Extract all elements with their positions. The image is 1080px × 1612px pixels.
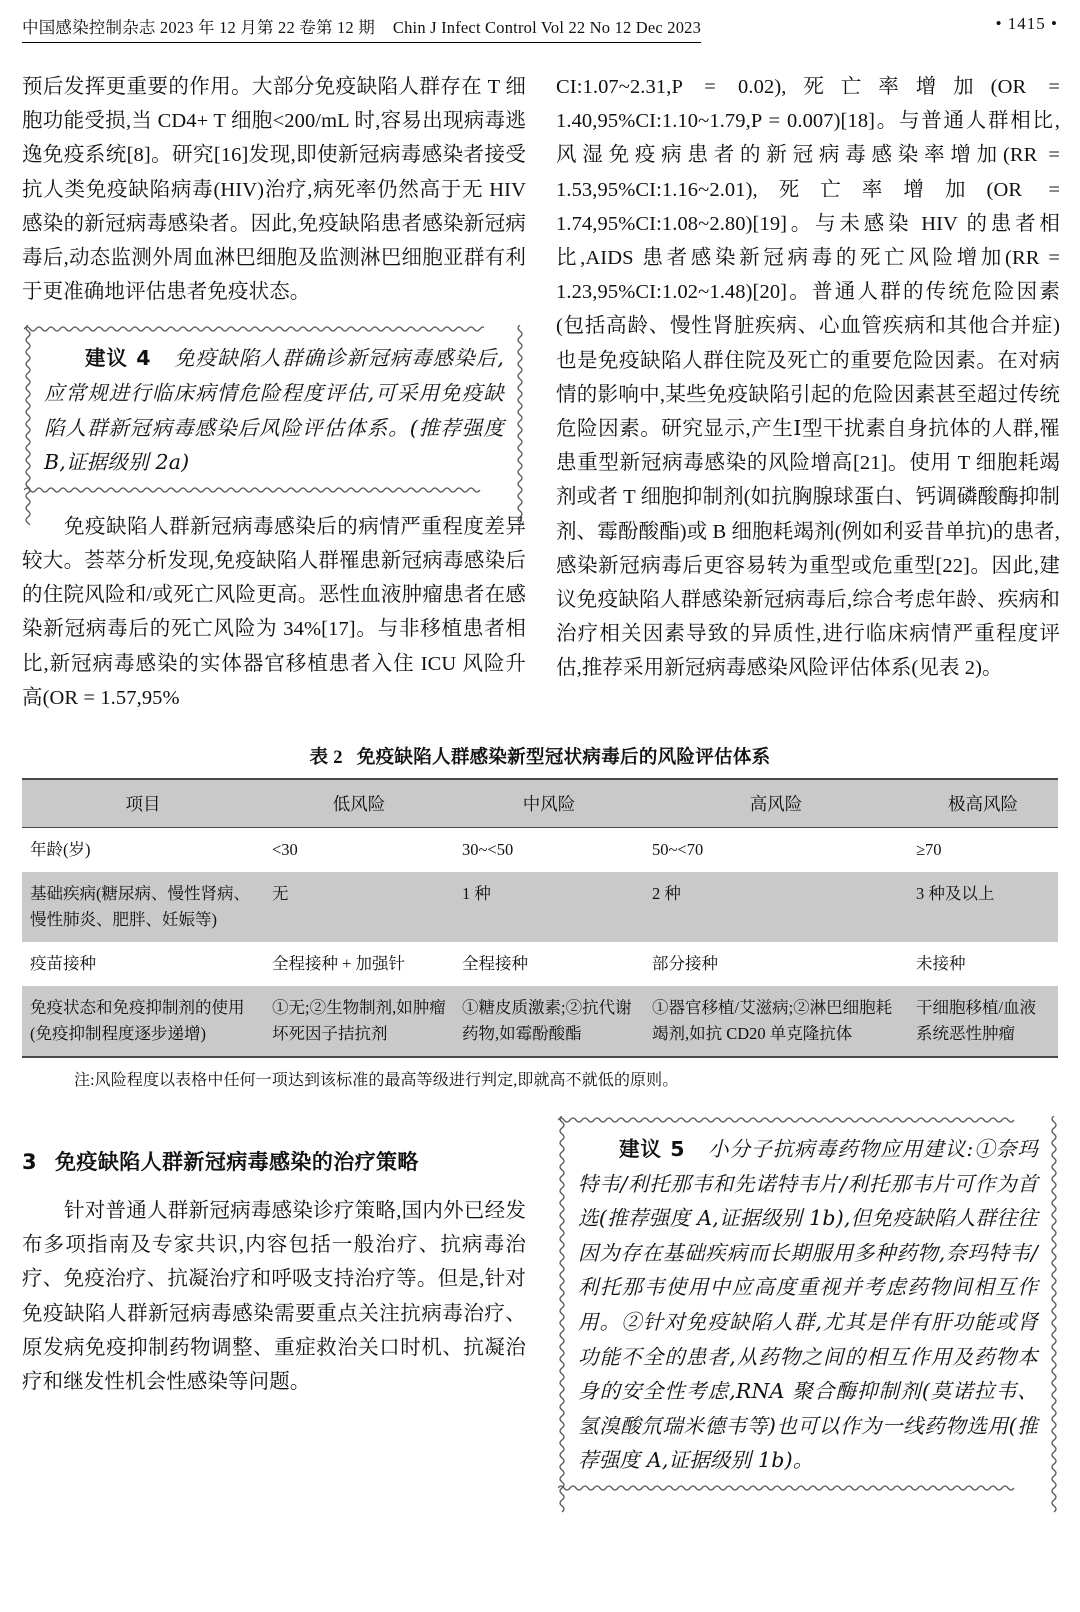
wavy-border-left-icon [558,1116,566,1516]
table-header-low-risk: 低风险 [264,779,454,828]
section-3-paragraph-1: 针对普通人群新冠病毒感染诊疗策略,国内外已经发布多项指南及专家共识,内容包括一般治疗、抗病毒治疗、免疫治疗、抗凝治疗和呼吸支持治疗等。但是,针对免疫缺陷人群新冠病毒感染需要重点关注抗病毒治疗、原发病免疫抑制药物调整、重症救治关口时机、抗凝治疗和继发性机会性感染等问题。 [22,1200,526,1394]
wavy-border-left-icon [24,325,32,525]
table-cell: 基础疾病(糖尿病、慢性肾病、慢性肺炎、肥胖、妊娠等) [22,872,264,942]
table-cell: 50~<70 [652,840,704,860]
table-2-note: 注:风险程度以表格中任何一项达到该标准的最高等级进行判定,即就高不就低的原则。 [74,1072,679,1090]
table-cell: 1 种 [454,872,644,942]
table-header-item: 项目 [22,779,264,828]
table-header-high-risk: 高风险 [644,779,908,828]
table-row [22,872,1058,942]
table-2-caption-text: 免疫缺陷人群感染新型冠状病毒后的风险评估体系 [356,748,771,769]
table-2-number: 表 2 [309,748,343,769]
table-row [22,942,1058,986]
recommendation-box-4 [24,325,524,493]
recommendation-4-label: 建议 4 [85,346,151,371]
table-cell: 疫苗接种 [30,954,96,974]
table-cell: 全程接种 [462,954,528,974]
section-3-title: 免疫缺陷人群新冠病毒感染的治疗策略 [55,1150,419,1175]
lower-right-column [556,1116,1060,1508]
left-column [22,70,526,715]
table-cell: 全程接种 + 加强针 [272,954,406,974]
recommendation-4-text: 免疫缺陷人群确诊新冠病毒感染后,应常规进行临床病情危险程度评估,可采用免疫缺陷人群新冠病毒感染后风险评估体系。(推荐强度 B,证据级别 2a) [44,346,504,475]
wavy-border-top-icon [24,325,484,333]
table-row [22,828,1058,873]
lower-columns [22,1116,1058,1508]
running-head-journal [22,14,701,43]
left-paragraph-1: 预后发挥更重要的作用。大部分免疫缺陷人群存在 T 细胞功能受损,当 CD4+ T 细胞<200/mL 时,容易出现病毒逃逸免疫系统[8]。研究[16]发现,即使新冠病毒感染者接受抗人类免疫缺陷病毒(HIV)治疗,病死率仍然高于无 HIV 感染的新冠病毒感染者。因此,免疫缺陷患者感染新冠病毒后,动态监测外周血淋巴细胞及监测淋巴细胞亚群有利于更准确地评估患者免疫状态。 [22,76,526,304]
running-head-journal-cn: 中国感染控制杂志 2023 年 12 月第 22 卷第 12 期 [22,18,375,37]
recommendation-5-text: 小分子抗病毒药物应用建议:①奈玛特韦/利托那韦和先诺特韦片/利托那韦片可作为首选(推荐强度 A,证据级别 1b),但免疫缺陷人群往往因为存在基础疾病而长期服用多种药物,奈玛特韦/利托那韦使用中应高度重视并考虑药物间相互作用。②针对免疫缺陷人群,尤其是伴有肝功能或肾功能不全的患者,从药物之间的相互作用及药物本身的安全性考虑,RNA 聚合酶抑制剂(莫诺拉韦、氢溴酸氘瑞米德韦等)也可以作为一线药物选用(推荐强度 A,证据级别 1b)。 [578,1137,1038,1473]
wavy-border-bottom-icon [24,486,484,494]
page-number: • 1415 • [995,14,1058,33]
right-paragraph-1: CI:1.07~2.31,P = 0.02),死亡率增加(OR = 1.40,95%CI:1.10~1.79,P = 0.007)[18]。与普通人群相比,风湿免疫病患者的新冠病毒感染率增加(RR = 1.53,95%CI:1.16~2.01),死亡率增加(OR = 1.74,95%CI:1.08~2.80)[19]。与未感染 HIV 的患者相比,AIDS 患者感染新冠病毒的死亡风险增加(RR = 1.23,95%CI:1.02~1.48)[20]。普通人群的传统危险因素(包括高龄、慢性肾脏疾病、心血管疾病和其他合并症)也是免疫缺陷人群住院及死亡的重要危险因素。在对病情的影响中,某些免疫缺陷引起的危险因素甚至超过传统危险因素。研究显示,产生Ⅰ型干扰素自身抗体的人群,罹患重型新冠病毒感染的风险增高[21]。使用 T 细胞耗竭剂或者 T 细胞抑制剂(如抗胸腺球蛋白、钙调磷酸酶抑制剂、霉酚酸酯)或 B 细胞耗竭剂(例如利妥昔单抗)的患者,感染新冠病毒后更容易转为重型或危重型[22]。因此,建议免疫缺陷人群感染新冠病毒后,综合考虑年龄、疾病和治疗相关因素导致的异质性,进行临床病情严重程度评估,推荐采用新冠病毒感染风险评估体系(见表 2)。 [556,76,1060,680]
table-cell: ①糖皮质激素;②抗代谢药物,如霉酚酸酯 [454,986,644,1057]
table-cell: <30 [272,840,298,860]
table-cell: ≥70 [916,840,942,860]
section-3-number: 3 [22,1150,38,1175]
table-header-row [22,779,1058,828]
recommendation-5-content [578,1132,1038,1478]
table-cell: 无 [264,872,454,942]
table-cell: 未接种 [916,954,966,974]
wavy-border-right-icon [1050,1116,1058,1516]
running-head-journal-en: Chin J Infect Control Vol 22 No 12 Dec 2023 [392,18,702,37]
table-cell: 3 种及以上 [908,872,1058,942]
table-2-caption [22,743,1058,769]
table-cell: 年龄(岁) [30,840,91,860]
table-2-block [22,743,1058,1090]
table-row [22,986,1058,1057]
table-cell: 2 种 [644,872,908,942]
table-cell: ①器官移植/艾滋病;②淋巴细胞耗竭剂,如抗 CD20 单克隆抗体 [644,986,908,1057]
lower-left-column [22,1116,526,1508]
table-cell: 30~<50 [462,840,514,860]
table-header-very-high-risk: 极高风险 [908,779,1058,828]
table-cell: ①无;②生物制剂,如肿瘤坏死因子拮抗剂 [264,986,454,1057]
running-head [22,0,1058,58]
left-paragraph-2: 免疫缺陷人群新冠病毒感染后的病情严重程度差异较大。荟萃分析发现,免疫缺陷人群罹患新冠病毒感染后的住院风险和/或死亡风险更高。恶性血液肿瘤患者在感染新冠病毒后的死亡风险为 34%[17]。与非移植患者相比,新冠病毒感染的实体器官移植患者入住 ICU 风险升高(OR = 1.57,95% [22,515,526,709]
right-column [556,70,1060,715]
table-cell: 部分接种 [652,954,718,974]
upper-columns [22,70,1058,715]
recommendation-5-label: 建议 5 [619,1137,685,1162]
recommendation-4-content [44,341,504,479]
recommendation-box-5 [558,1116,1058,1492]
wavy-border-right-icon [516,325,524,525]
risk-assessment-table [22,778,1058,1058]
section-3-heading [22,1146,526,1176]
table-cell: 免疫状态和免疫抑制剂的使用(免疫抑制程度逐步递增) [22,986,264,1057]
wavy-border-bottom-icon [558,1484,1018,1492]
wavy-border-top-icon [558,1116,1018,1124]
table-header-medium-risk: 中风险 [454,779,644,828]
table-cell: 干细胞移植/血液系统恶性肿瘤 [908,986,1058,1057]
